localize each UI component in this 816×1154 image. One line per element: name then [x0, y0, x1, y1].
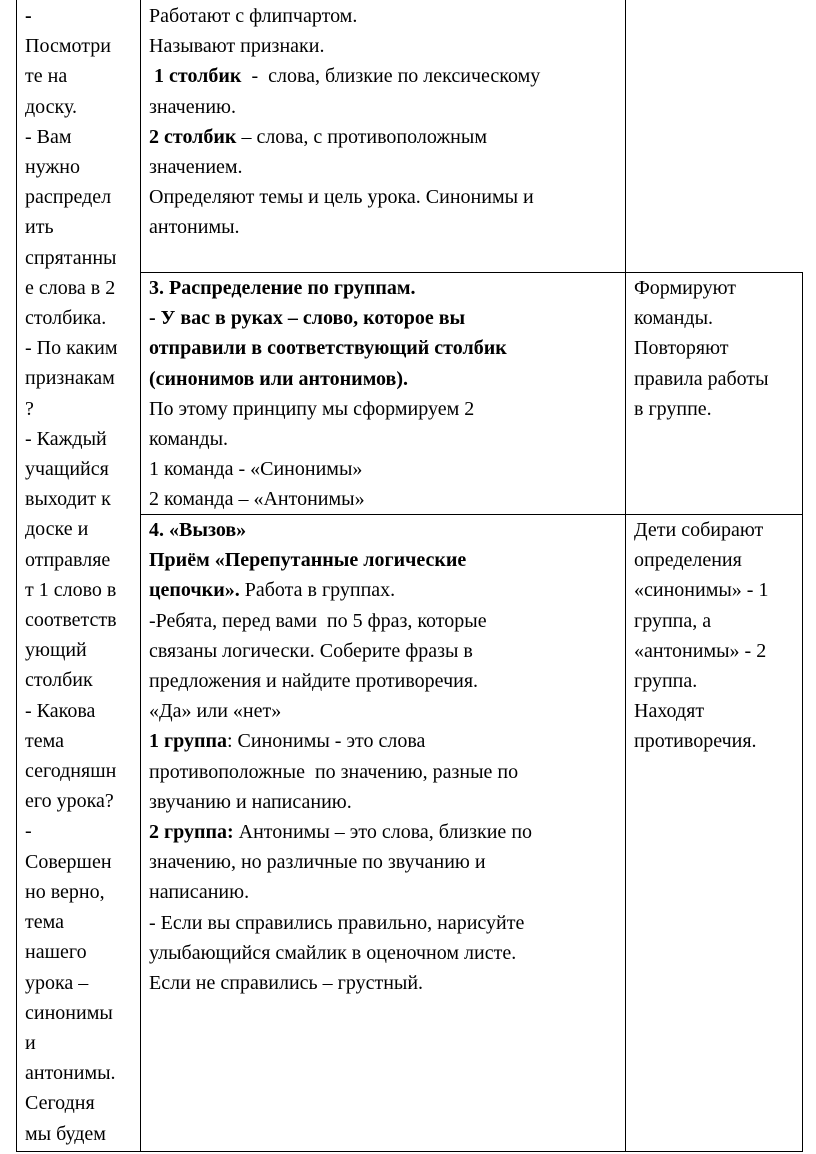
section-heading	[149, 515, 619, 545]
teacher-text-line: столбик	[25, 669, 93, 692]
teacher-text-line: мы будем	[25, 1122, 106, 1145]
teacher-text-line: тема	[25, 911, 65, 934]
text-line: значением.	[149, 156, 243, 179]
text-line: - Если вы справились правильно, нарисуйте	[149, 911, 525, 934]
table-border-bottom	[16, 1151, 803, 1152]
teacher-text-line: и	[25, 1031, 36, 1054]
teacher-text-line: Совершен	[25, 850, 112, 873]
text-line: 2 команда – «Антонимы»	[149, 488, 365, 511]
text-line	[149, 333, 619, 363]
teacher-text-line: синонимы	[25, 1001, 113, 1024]
text-line: -Ребята, перед вами по 5 фраз, которые	[149, 609, 487, 632]
teacher-text-line: Сегодня	[25, 1092, 95, 1115]
text-line: Формируют	[634, 277, 737, 299]
text-line: определения	[634, 549, 742, 572]
teacher-text-line: распредел	[25, 186, 112, 209]
text-line: Повторяют	[634, 337, 729, 360]
heading-text: 3. Распределение по группам.	[149, 277, 416, 299]
teacher-text-line: отправляе	[25, 548, 111, 571]
row3-student-activity	[634, 515, 800, 757]
text-line	[149, 726, 619, 756]
row1-student-activity	[149, 1, 619, 243]
teacher-text-line: соответств	[25, 609, 117, 632]
text-span: Антонимы – это слова, близкие по	[233, 821, 533, 844]
teacher-text-line: признакам	[25, 367, 115, 390]
table-border-left	[16, 0, 17, 1152]
teacher-text-line: тема	[25, 729, 65, 752]
text-line: правила работы	[634, 367, 769, 390]
teacher-text-line: его урока?	[25, 790, 114, 813]
teacher-text-line: доску.	[25, 95, 77, 118]
teacher-text-line: т 1 слово в	[25, 578, 117, 601]
teacher-text-line: выходит к	[25, 488, 111, 511]
text-line	[149, 61, 619, 91]
text-span: Работа в группах.	[239, 579, 396, 602]
bold-text: (синонимов или антонимов).	[149, 367, 409, 390]
table-border-right	[802, 272, 803, 1152]
text-line: Называют признаки.	[149, 35, 325, 58]
row2-student-activity	[634, 273, 800, 424]
teacher-text-line: антонимы.	[25, 1062, 116, 1085]
text-line: значению.	[149, 95, 236, 118]
table-border-col1-col2	[140, 0, 141, 1152]
teacher-text-line: ?	[25, 397, 34, 420]
text-line: «Да» или «нет»	[149, 700, 282, 723]
teacher-text-line: Посмотри	[25, 35, 111, 58]
text-line: противоположные по значению, разные по	[149, 760, 519, 783]
teacher-text-line: нашего	[25, 941, 87, 964]
text-line: группа.	[634, 670, 698, 693]
teacher-text-line: столбика.	[25, 307, 107, 330]
text-line	[149, 575, 619, 605]
text-line: Находят	[634, 700, 705, 723]
row2-teacher-activity	[149, 273, 619, 515]
text-line: Дети собирают	[634, 519, 764, 541]
text-line: предложения и найдите противоречия.	[149, 670, 479, 693]
text-line	[149, 545, 619, 575]
table-border-col2-col3	[625, 0, 626, 1152]
text-line: «синонимы» - 1	[634, 579, 769, 602]
heading-text: 4. «Вызов»	[149, 519, 247, 541]
text-line: противоречия.	[634, 730, 757, 753]
text-line: написанию.	[149, 881, 250, 904]
teacher-text-line: е слова в 2	[25, 276, 116, 299]
text-line: команды.	[149, 428, 229, 451]
text-span: - слова, близкие по лексическому	[241, 65, 541, 88]
teacher-text-line: - Каждый	[25, 427, 107, 450]
bold-text: - У вас в руках – слово, которое вы	[149, 307, 466, 330]
text-line: «антонимы» - 2	[634, 639, 767, 662]
teacher-text-line: учащийся	[25, 458, 109, 481]
teacher-text-line: сегодняшн	[25, 760, 117, 783]
text-line: команды.	[634, 307, 714, 330]
text-line: в группе.	[634, 397, 712, 420]
teacher-text-line: - По каким	[25, 337, 118, 360]
text-line: звучанию и написанию.	[149, 790, 352, 813]
teacher-text-line: урока –	[25, 971, 89, 994]
text-line: связаны логически. Соберите фразы в	[149, 639, 473, 662]
teacher-text-line: -	[25, 820, 32, 843]
text-line: 1 команда - «Синонимы»	[149, 458, 363, 481]
bold-text: отправили в соответствующий столбик	[149, 337, 507, 360]
bold-label: 1 группа	[149, 730, 227, 753]
teacher-text-line: доске и	[25, 518, 89, 541]
teacher-text-line: спрятанны	[25, 246, 117, 269]
row3-teacher-activity	[149, 515, 619, 998]
teacher-text-line: нужно	[25, 156, 80, 179]
section-heading	[149, 273, 619, 303]
teacher-text-line: ующий	[25, 639, 87, 662]
bold-label: 2 столбик	[149, 125, 237, 148]
text-line	[149, 817, 619, 847]
text-line	[149, 122, 619, 152]
bold-text: цепочки».	[149, 579, 240, 602]
teacher-text-line: но верно,	[25, 880, 105, 903]
teacher-text-line: ить	[25, 216, 54, 239]
teacher-text-line: -	[25, 5, 32, 27]
teacher-text-line: те на	[25, 65, 68, 88]
text-span: : Синонимы - это слова	[227, 730, 426, 753]
bold-label: 2 группа:	[149, 821, 234, 844]
text-line: улыбающийся смайлик в оценочном листе.	[149, 941, 517, 964]
text-span: – слова, с противоположным	[236, 125, 487, 148]
bold-text: Приём «Перепутанные логические	[149, 549, 467, 572]
text-line: группа, а	[634, 609, 712, 632]
text-line: Работают с флипчартом.	[149, 5, 358, 27]
text-line: антонимы.	[149, 216, 240, 239]
text-line: По этому принципу мы сформируем 2	[149, 397, 475, 420]
bold-label: 1 столбик	[149, 65, 242, 88]
teacher-column-text	[25, 1, 133, 1149]
teacher-text-line: - Вам	[25, 125, 72, 148]
text-line	[149, 364, 619, 394]
text-line: значению, но различные по звучанию и	[149, 851, 486, 874]
teacher-text-line: - Какова	[25, 699, 96, 722]
text-line	[149, 303, 619, 333]
text-line: Если не справились – грустный.	[149, 972, 424, 995]
text-line: Определяют темы и цель урока. Синонимы и	[149, 186, 534, 209]
